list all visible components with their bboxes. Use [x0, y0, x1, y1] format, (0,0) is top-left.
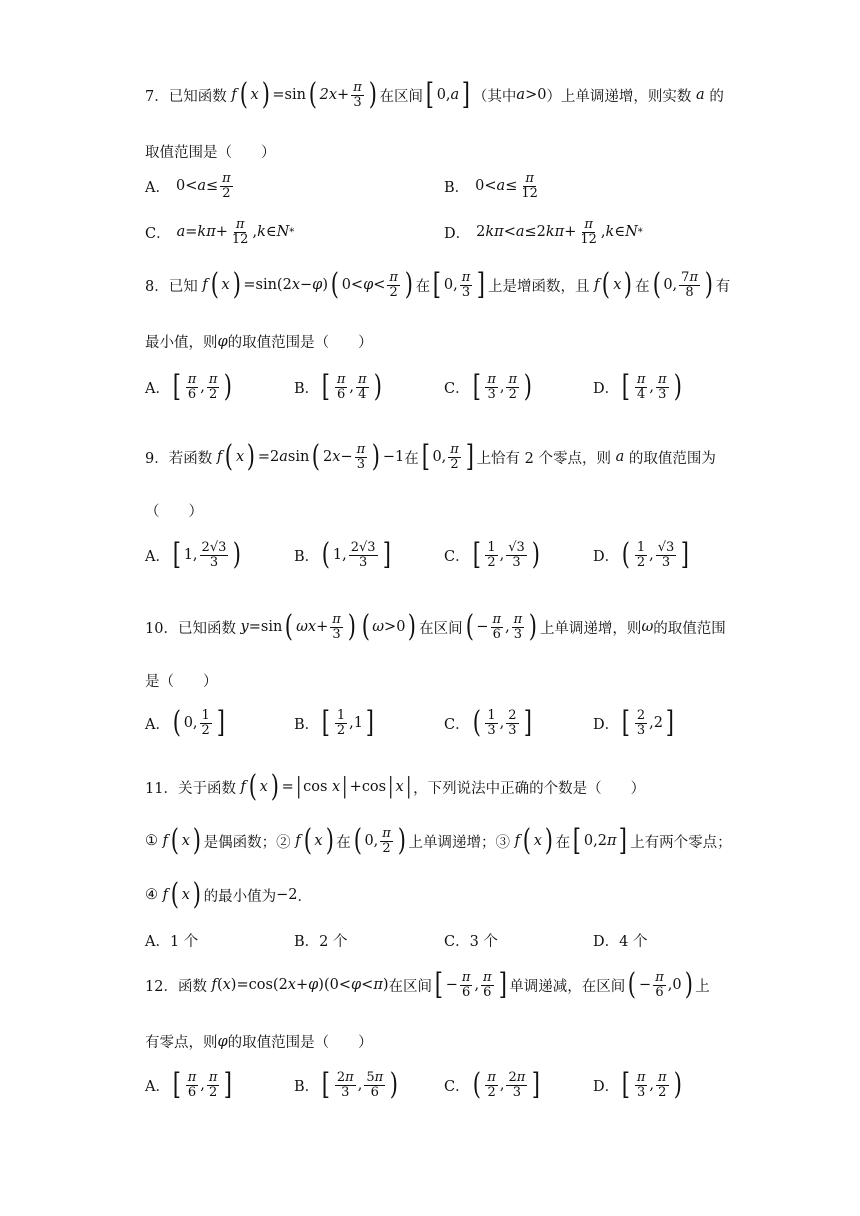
- q7-stem-line2: 取值范围是（ ）: [145, 145, 276, 161]
- q11-stem: 11．关于函数 f ( x ) = | cos x | + cos | x | ，下列说法中正确的个数是（ ）: [145, 769, 646, 804]
- q9-option-a[interactable]: A． [ 1, $\frac{2√3}{3}$ ): [145, 537, 242, 572]
- q7-stem: 7．已知函数 f ( x ) = sin ( 2x + $\frac{\pi}{3}$ ) 在区间 [ 0, a ] （其中 a >0 ）上单调递增，则实数 a 的: [145, 77, 724, 112]
- q9-option-c[interactable]: C． [ $\frac{1}{2}$ , $\frac{√3}{3}$ ): [444, 537, 540, 572]
- q10-option-a[interactable]: A． ( 0, $\frac{1}{2}$ ]: [145, 705, 225, 740]
- q11-option-d[interactable]: D．4 个: [593, 934, 648, 950]
- q8-option-b[interactable]: B． [ $\frac{\pi}{6}$ , $\frac{\pi}{4}$ ): [294, 369, 382, 404]
- q8-option-a[interactable]: A． [ $\frac{\pi}{6}$ , $\frac{\pi}{2}$ ): [145, 369, 233, 404]
- q8-option-d[interactable]: D． [ $\frac{\pi}{4}$ , $\frac{\pi}{3}$ ): [593, 369, 682, 404]
- q12-option-a[interactable]: A． [ $\frac{\pi}{6}$ , $\frac{\pi}{2}$ ]: [145, 1067, 233, 1102]
- q12-stem-line2: 有零点，则 φ 的取值范围是（ ）: [145, 1033, 373, 1051]
- q9-option-b[interactable]: B． ( 1, $\frac{2√3}{3}$ ]: [294, 537, 391, 572]
- q9-stem-line2: （ ）: [145, 504, 203, 520]
- q10-stem: 10．已知函数 y = sin ( ωx + $\frac{\pi}{3}$ ) ( ω >0 ) 在区间 ( − $\frac{\pi}{6}$ , $\frac{\pi}{3}$ ) 上单调递增，则 ω 的取值范围: [145, 609, 726, 644]
- q7-option-d[interactable]: D． 2 kπ < a ≤2 kπ + $\frac{\pi}{12}$ , k ∈ N *: [444, 217, 643, 247]
- q11-option-b[interactable]: B．2 个: [294, 934, 348, 950]
- q10-option-c[interactable]: C． ( $\frac{1}{3}$ , $\frac{2}{3}$ ]: [444, 705, 532, 740]
- q12-option-c[interactable]: C． ( $\frac{\pi}{2}$ , $\frac{2\pi}{3}$ ]: [444, 1067, 541, 1102]
- q12-stem: 12．函数 f ( x )= cos (2 x + φ )(0< φ < π ) 在区间 [ − $\frac{\pi}{6}$ , $\frac{\pi}{6}$ ] 单调递减，在区间 ( − $\frac{\pi}{6}$ ,0 ) 上: [145, 967, 710, 1002]
- q7-option-c[interactable]: C． a = kπ + $\frac{\pi}{12}$ , k ∈ N *: [145, 217, 295, 247]
- q11-statements-line1: ① f ( x ) 是偶函数；② f ( x ) 在 ( 0, $\frac{\pi}{2}$ ) 上单调递增；③ f ( x ) 在 [ 0,2 π ] 上有两个零点；: [145, 823, 732, 858]
- q9-stem: 9．若函数 f ( x ) =2 a sin ( 2 x − $\frac{\pi}{3}$ ) −1 在 [ 0, $\frac{\pi}{2}$ ] 上恰有 2 个零点，则 a 的取值范围为: [145, 439, 716, 474]
- q11-option-c[interactable]: C．3 个: [444, 934, 498, 950]
- q7-option-b[interactable]: B． 0< a ≤ $\frac{\pi}{12}$: [444, 171, 538, 201]
- q10-option-d[interactable]: D． [ $\frac{2}{3}$ ,2 ]: [593, 705, 674, 740]
- q10-option-b[interactable]: B． [ $\frac{1}{2}$ ,1 ]: [294, 705, 374, 740]
- q8-stem: 8．已知 f ( x ) = sin (2 x − φ ) ( 0< φ < $\frac{\pi}{2}$ ) 在 [ 0, $\frac{\pi}{3}$ ] 上是增函数，且 f ( x ) 在 ( 0, $\frac{7\pi}{8}$ ) 有: [145, 267, 731, 302]
- q7-option-a[interactable]: A． 0< a ≤ $\frac{\pi}{2}$: [145, 171, 231, 201]
- q10-stem-line2: 是（ ）: [145, 674, 218, 690]
- q8-stem-line2: 最小值，则 φ 的取值范围是（ ）: [145, 333, 373, 351]
- q12-option-b[interactable]: B． [ $\frac{2\pi}{3}$ , $\frac{5\pi}{6}$ ): [294, 1067, 399, 1102]
- q12-option-d[interactable]: D． [ $\frac{\pi}{3}$ , $\frac{\pi}{2}$ ): [593, 1067, 682, 1102]
- q11-option-a[interactable]: A．1 个: [145, 934, 199, 950]
- q8-option-c[interactable]: C． [ $\frac{\pi}{3}$ , $\frac{\pi}{2}$ ): [444, 369, 532, 404]
- q11-statements-line2: ④ f ( x ) 的最小值为 −2 ．: [145, 877, 312, 912]
- q9-option-d[interactable]: D． ( $\frac{1}{2}$ , $\frac{√3}{3}$ ]: [593, 537, 690, 572]
